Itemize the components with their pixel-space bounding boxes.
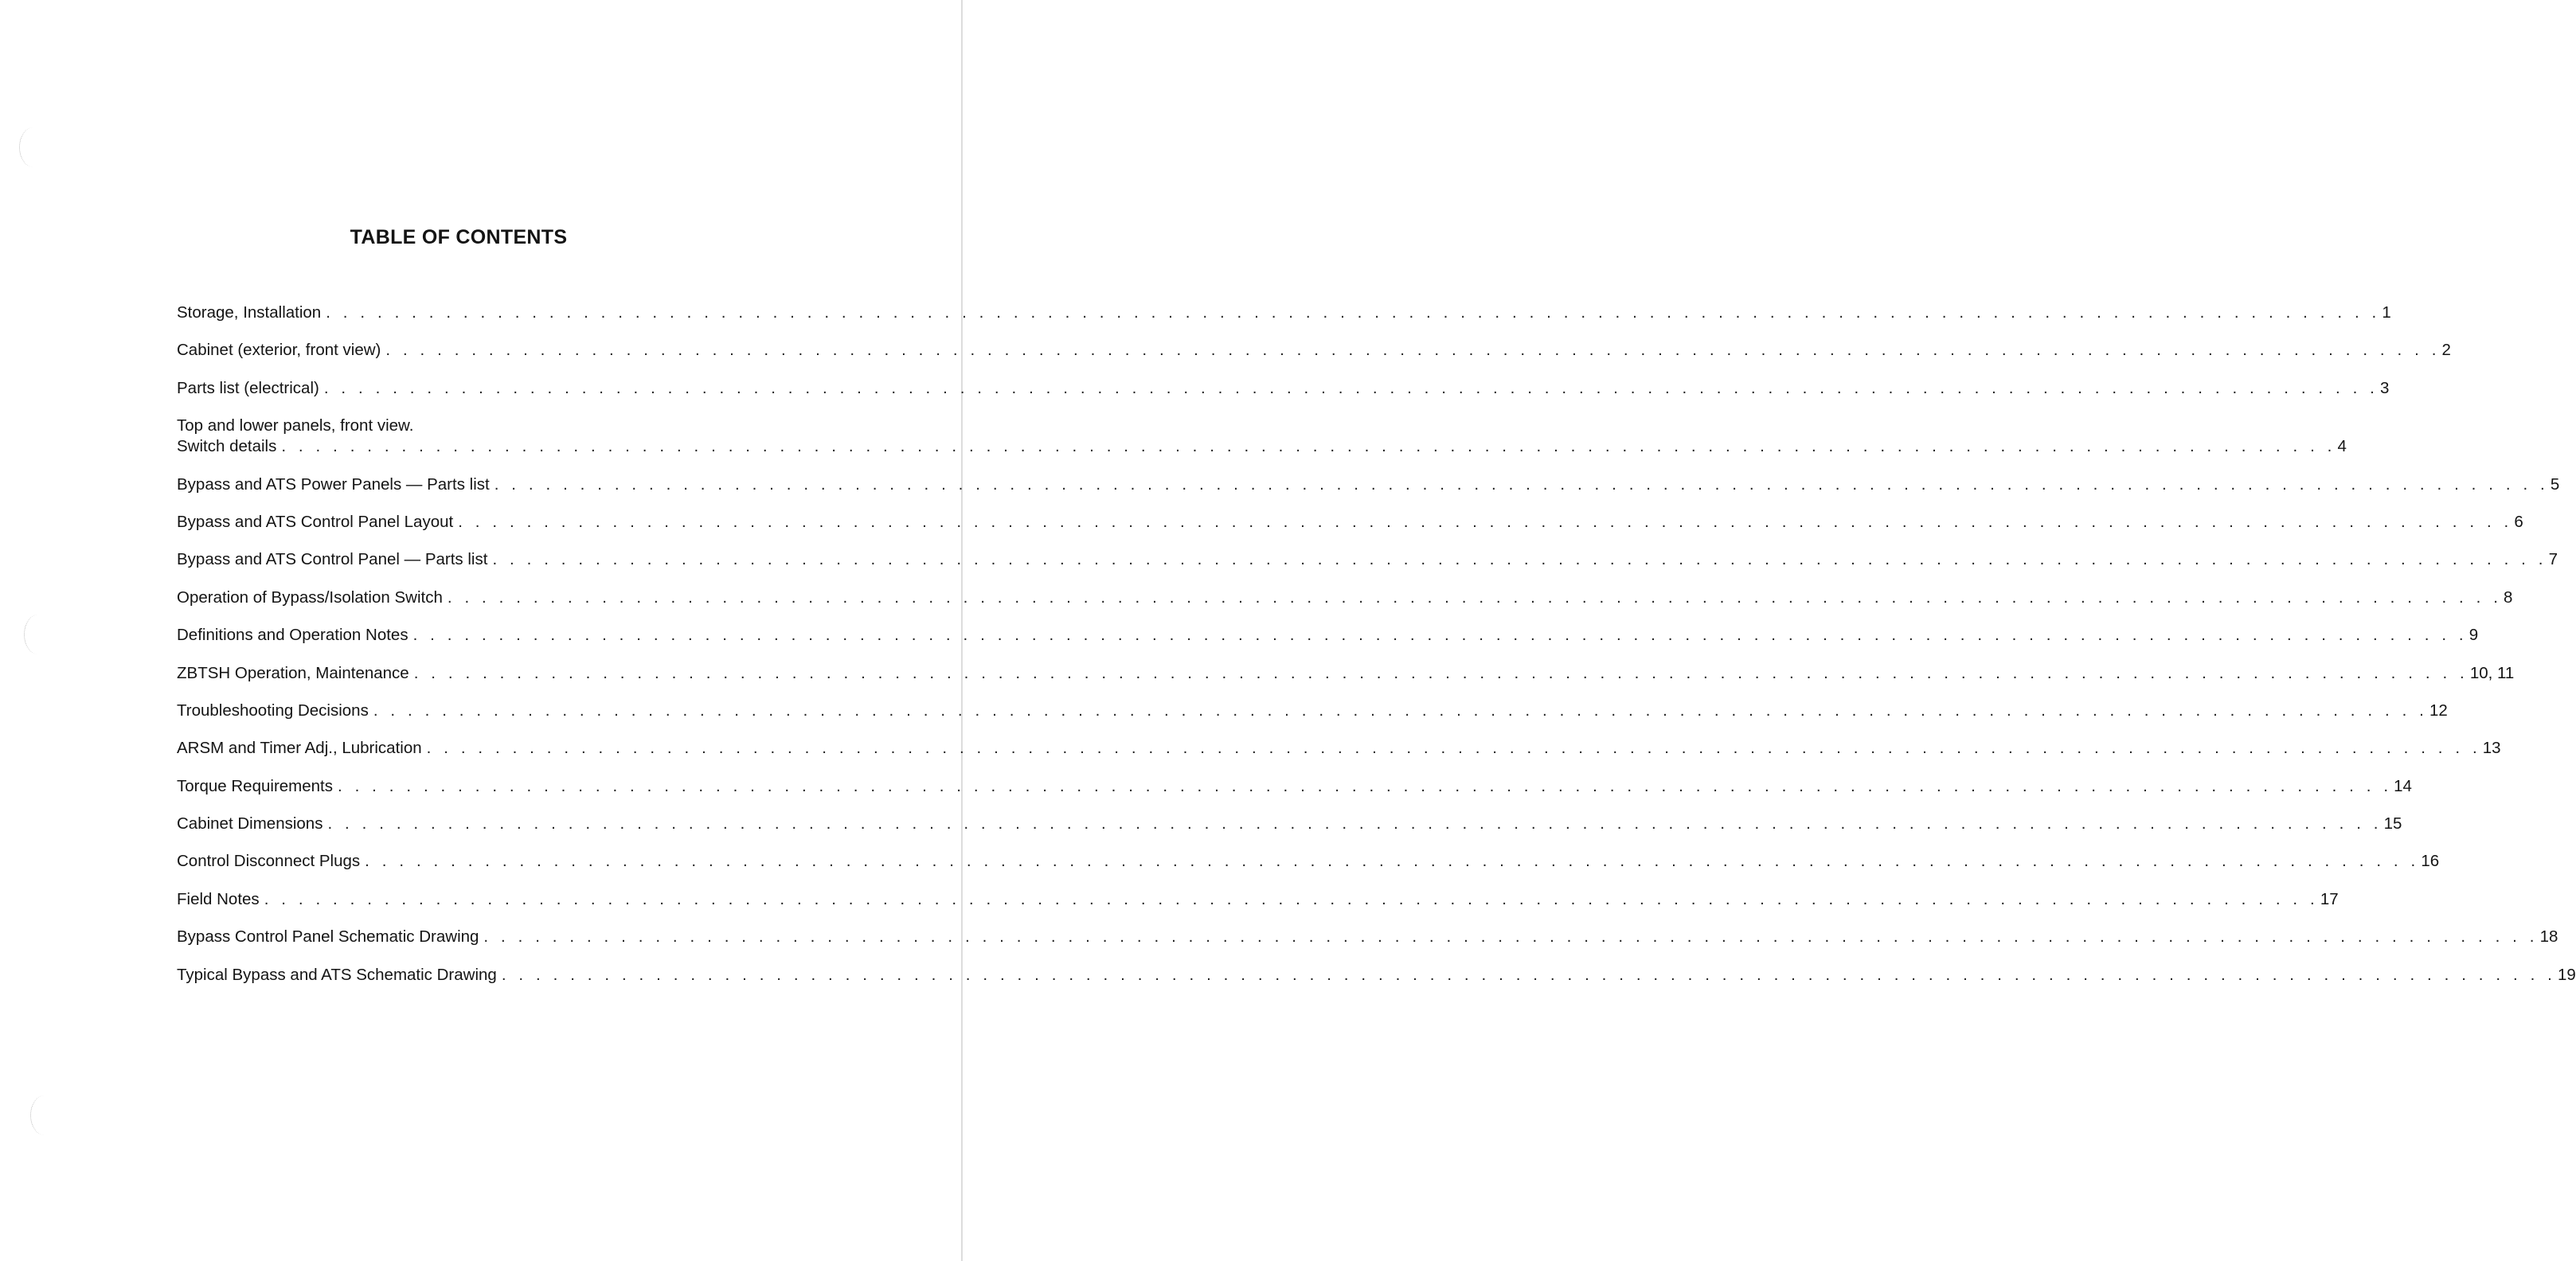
- toc-entry-label: Switch details: [177, 437, 277, 456]
- dot-leader: . . . . . . . . . . . . . . . . . . . . . . . . . . . . . . . . . . . . . . . . . . . . . . . . . . . . . . . . . . . . . . . . . . . . . . . . . . . . . . . . . . . . . . . . . . . . . . . . . . . . . . . . . . . . . . . . . . . . . . . .: [447, 588, 2503, 607]
- toc-entry-row: [177, 512, 2523, 533]
- dot-leader: . . . . . . . . . . . . . . . . . . . . . . . . . . . . . . . . . . . . . . . . . . . . . . . . . . . . . . . . . . . . . . . . . . . . . . . . . . . . . . . . . . . . . . . . . . . . . . . . . . . . . . . . . . . . . . . . . . . . . . . .: [326, 303, 2381, 322]
- toc-entry-row: [177, 738, 2501, 759]
- dot-leader: . . . . . . . . . . . . . . . . . . . . . . . . . . . . . . . . . . . . . . . . . . . . . . . . . . . . . . . . . . . . . . . . . . . . . . . . . . . . . . . . . . . . . . . . . . . . . . . . . . . . . . . . . . . . . . . . . . . . . . . .: [412, 626, 2468, 645]
- toc-entry: [177, 965, 2576, 986]
- binder-hole-shadow: [30, 1095, 58, 1135]
- toc-entry-page-number: 2: [2441, 341, 2451, 360]
- toc-entry: [177, 738, 2501, 759]
- toc-entry: [177, 474, 2560, 495]
- toc-entry-row: [177, 549, 2558, 570]
- toc-entry: [177, 378, 2390, 399]
- dot-leader: . . . . . . . . . . . . . . . . . . . . . . . . . . . . . . . . . . . . . . . . . . . . . . . . . . . . . . . . . . . . . . . . . . . . . . . . . . . . . . . . . . . . . . . . . . . . . . . . . . . . . . . . . . . . . . . . . . . . . . . .: [413, 663, 2469, 682]
- toc-entry-label: Torque Requirements: [177, 776, 333, 795]
- table-of-contents: [177, 303, 2576, 1002]
- toc-entry: [177, 889, 2339, 910]
- toc-entry-page-number: 6: [2514, 512, 2523, 531]
- toc-entry-page-number: 10, 11: [2469, 663, 2515, 682]
- toc-entry-page-number: 3: [2379, 378, 2390, 397]
- dot-leader: . . . . . . . . . . . . . . . . . . . . . . . . . . . . . . . . . . . . . . . . . . . . . . . . . . . . . . . . . . . . . . . . . . . . . . . . . . . . . . . . . . . . . . . . . . . . . . . . . . . . . . . . . . . . . . . . . . . . . . . .: [323, 378, 2379, 397]
- toc-entry: [177, 549, 2558, 570]
- dot-leader: . . . . . . . . . . . . . . . . . . . . . . . . . . . . . . . . . . . . . . . . . . . . . . . . . . . . . . . . . . . . . . . . . . . . . . . . . . . . . . . . . . . . . . . . . . . . . . . . . . . . . . . . . . . . . . . . . . . . . . . .: [458, 512, 2513, 531]
- toc-entry: [177, 851, 2440, 872]
- toc-entry-label: Bypass and ATS Control Panel — Parts list: [177, 550, 488, 569]
- toc-entry-row: [177, 378, 2390, 399]
- toc-entry: [177, 303, 2391, 323]
- toc-entry-row: [177, 436, 2347, 457]
- dot-leader: . . . . . . . . . . . . . . . . . . . . . . . . . . . . . . . . . . . . . . . . . . . . . . . . . . . . . . . . . . . . . . . . . . . . . . . . . . . . . . . . . . . . . . . . . . . . . . . . . . . . . . . . . . . . . . . . . . . . . . . .: [365, 852, 2420, 871]
- page-title: TABLE OF CONTENTS: [350, 226, 568, 248]
- toc-entry-label: Control Disconnect Plugs: [177, 852, 361, 871]
- toc-entry-row: [177, 663, 2515, 684]
- toc-entry-row: [177, 814, 2402, 834]
- toc-entry-page-number: 18: [2539, 927, 2558, 947]
- toc-entry-label: Bypass Control Panel Schematic Drawing: [177, 927, 479, 947]
- dot-leader: . . . . . . . . . . . . . . . . . . . . . . . . . . . . . . . . . . . . . . . . . . . . . . . . . . . . . . . . . . . . . . . . . . . . . . . . . . . . . . . . . . . . . . . . . . . . . . . . . . . . . . . . . . . . . . . . . . . . . . . .: [501, 965, 2556, 984]
- dot-leader: . . . . . . . . . . . . . . . . . . . . . . . . . . . . . . . . . . . . . . . . . . . . . . . . . . . . . . . . . . . . . . . . . . . . . . . . . . . . . . . . . . . . . . . . . . . . . . . . . . . . . . . . . . . . . . . . . . . . . . . .: [492, 550, 2547, 569]
- toc-entry-row: [177, 776, 2412, 797]
- toc-entry-page-number: 13: [2482, 739, 2501, 758]
- dot-leader: . . . . . . . . . . . . . . . . . . . . . . . . . . . . . . . . . . . . . . . . . . . . . . . . . . . . . . . . . . . . . . . . . . . . . . . . . . . . . . . . . . . . . . . . . . . . . . . . . . . . . . . . . . . . . . . . . . . . . . . .: [264, 889, 2319, 908]
- toc-entry-row: [177, 851, 2440, 872]
- toc-entry-row: [177, 701, 2448, 721]
- dot-leader: . . . . . . . . . . . . . . . . . . . . . . . . . . . . . . . . . . . . . . . . . . . . . . . . . . . . . . . . . . . . . . . . . . . . . . . . . . . . . . . . . . . . . . . . . . . . . . . . . . . . . . . . . . . . . . . . . . . . . . . .: [385, 341, 2441, 360]
- toc-entry-page-number: 15: [2383, 814, 2402, 834]
- toc-entry-row: [177, 889, 2339, 910]
- toc-entry-page-number: 8: [2504, 588, 2513, 607]
- toc-entry-label: Cabinet (exterior, front view): [177, 341, 381, 360]
- toc-entry-row: [177, 340, 2451, 361]
- toc-entry-first-line: Top and lower panels, front view.: [177, 416, 414, 435]
- toc-entry-label: Storage, Installation: [177, 303, 322, 322]
- toc-entry-label: Typical Bypass and ATS Schematic Drawing: [177, 965, 497, 984]
- toc-entry-label: Definitions and Operation Notes: [177, 626, 408, 645]
- dot-leader: . . . . . . . . . . . . . . . . . . . . . . . . . . . . . . . . . . . . . . . . . . . . . . . . . . . . . . . . . . . . . . . . . . . . . . . . . . . . . . . . . . . . . . . . . . . . . . . . . . . . . . . . . . . . . . . . . . . . . . . .: [494, 474, 2549, 494]
- toc-entry-page-number: 12: [2429, 701, 2448, 720]
- toc-entry-label: Troubleshooting Decisions: [177, 701, 369, 720]
- toc-entry-label: Operation of Bypass/Isolation Switch: [177, 588, 443, 607]
- toc-entry-page-number: 1: [2382, 303, 2391, 322]
- toc-entry-label: Bypass and ATS Power Panels — Parts list: [177, 474, 490, 494]
- toc-entry-page-number: 16: [2421, 852, 2440, 871]
- dot-leader: . . . . . . . . . . . . . . . . . . . . . . . . . . . . . . . . . . . . . . . . . . . . . . . . . . . . . . . . . . . . . . . . . . . . . . . . . . . . . . . . . . . . . . . . . . . . . . . . . . . . . . . . . . . . . . . . . . . . . . . .: [483, 927, 2539, 947]
- toc-entry: [177, 776, 2412, 797]
- toc-entry: [177, 340, 2451, 361]
- toc-entry-row: [177, 927, 2558, 947]
- toc-entry-row: [177, 625, 2479, 646]
- toc-entry-label: ARSM and Timer Adj., Lubrication: [177, 739, 422, 758]
- toc-entry-row: [177, 588, 2513, 608]
- dot-leader: . . . . . . . . . . . . . . . . . . . . . . . . . . . . . . . . . . . . . . . . . . . . . . . . . . . . . . . . . . . . . . . . . . . . . . . . . . . . . . . . . . . . . . . . . . . . . . . . . . . . . . . . . . . . . . . . . . . . . . . .: [373, 701, 2428, 720]
- dot-leader: . . . . . . . . . . . . . . . . . . . . . . . . . . . . . . . . . . . . . . . . . . . . . . . . . . . . . . . . . . . . . . . . . . . . . . . . . . . . . . . . . . . . . . . . . . . . . . . . . . . . . . . . . . . . . . . . . . . . . . . .: [281, 437, 2336, 456]
- toc-entry: [177, 625, 2479, 646]
- toc-entry-page-number: 19: [2557, 965, 2576, 984]
- toc-entry-label: Bypass and ATS Control Panel Layout: [177, 512, 454, 531]
- toc-entry-row: [177, 303, 2391, 323]
- toc-entry: [177, 663, 2515, 684]
- toc-entry-row: [177, 965, 2576, 986]
- toc-entry-label: Cabinet Dimensions: [177, 814, 323, 834]
- toc-entry-label: Parts list (electrical): [177, 378, 319, 397]
- toc-entry: [177, 588, 2513, 608]
- toc-entry: [177, 512, 2523, 533]
- toc-entry: [177, 701, 2448, 721]
- toc-entry-label: Field Notes: [177, 889, 260, 908]
- toc-entry-page-number: 9: [2469, 626, 2479, 645]
- toc-entry-page-number: 7: [2548, 550, 2558, 569]
- dot-leader: . . . . . . . . . . . . . . . . . . . . . . . . . . . . . . . . . . . . . . . . . . . . . . . . . . . . . . . . . . . . . . . . . . . . . . . . . . . . . . . . . . . . . . . . . . . . . . . . . . . . . . . . . . . . . . . . . . . . . . . .: [426, 739, 2481, 758]
- toc-entry: [177, 416, 2347, 457]
- toc-entry-page-number: 5: [2550, 474, 2560, 494]
- toc-entry-page-number: 4: [2337, 437, 2347, 456]
- dot-leader: . . . . . . . . . . . . . . . . . . . . . . . . . . . . . . . . . . . . . . . . . . . . . . . . . . . . . . . . . . . . . . . . . . . . . . . . . . . . . . . . . . . . . . . . . . . . . . . . . . . . . . . . . . . . . . . . . . . . . . . .: [338, 776, 2393, 795]
- binder-hole-shadow: [19, 127, 47, 167]
- toc-entry-label: ZBTSH Operation, Maintenance: [177, 663, 409, 682]
- binder-hole-shadow: [24, 615, 52, 654]
- dot-leader: . . . . . . . . . . . . . . . . . . . . . . . . . . . . . . . . . . . . . . . . . . . . . . . . . . . . . . . . . . . . . . . . . . . . . . . . . . . . . . . . . . . . . . . . . . . . . . . . . . . . . . . . . . . . . . . . . . . . . . . .: [327, 814, 2383, 834]
- toc-entry: [177, 814, 2402, 834]
- toc-entry-page-number: 17: [2320, 889, 2339, 908]
- toc-entry-row: [177, 474, 2560, 495]
- toc-entry: [177, 927, 2558, 947]
- toc-entry-page-number: 14: [2394, 776, 2412, 795]
